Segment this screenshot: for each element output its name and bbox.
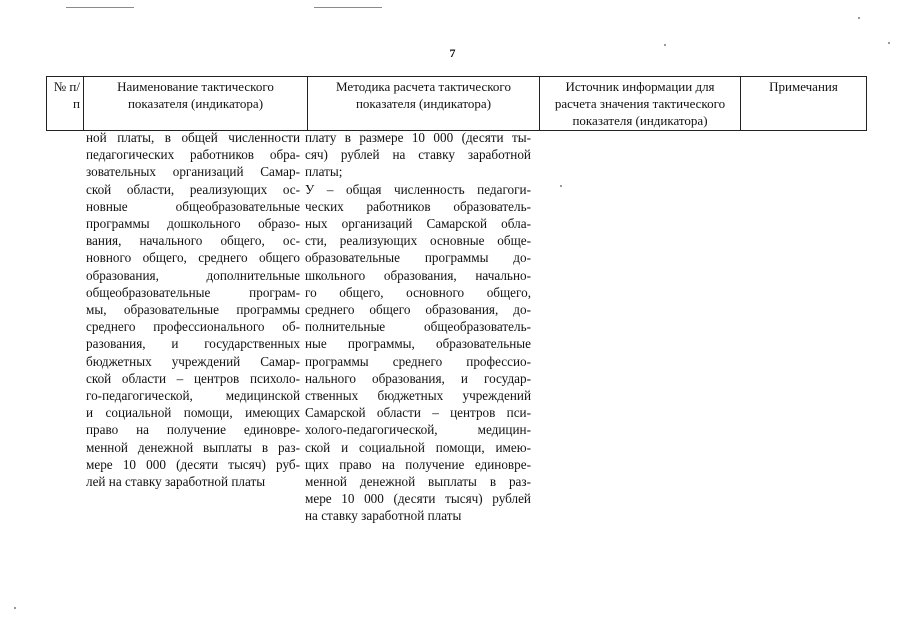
indicator-name-line: общеобразовательные програм- — [86, 284, 300, 300]
calculation-method-text — [305, 129, 531, 525]
table-header-row — [47, 77, 867, 131]
indicator-name-line: ской области – центров психоло- — [86, 370, 300, 386]
calculation-method-line: го общего, основного общего, — [305, 284, 531, 300]
indicator-name-line: мы, образовательные программы — [86, 302, 300, 318]
calculation-method-line: ных организаций Самарской обла- — [305, 216, 531, 232]
calculation-method-line: программы среднего профессио- — [305, 353, 531, 369]
calculation-method-line: мере 10 000 (десяти тысяч) рублей — [305, 491, 531, 507]
indicator-name-line: ной платы, в общей численности — [86, 130, 300, 145]
scan-speck — [14, 607, 16, 609]
scan-speck — [888, 42, 890, 44]
calculation-method-line: сяч) рублей на ставку заработной — [305, 147, 531, 163]
indicator-name-line: лей на ставку заработной платы — [86, 474, 266, 490]
indicator-name-line: право на получение единовре- — [86, 422, 300, 438]
calculation-method-line: школьного образования, начально- — [305, 267, 531, 283]
indicator-name-line: вания, начального общего, ос- — [86, 233, 300, 249]
indicator-name-line: мере 10 000 (десяти тысяч) руб- — [86, 456, 300, 472]
indicator-name-line: программы дошкольного образо- — [86, 216, 300, 232]
indicator-name-line: менной денежной выплаты в раз- — [86, 439, 300, 455]
indicator-name-text — [86, 129, 300, 490]
calculation-method-line: платы; — [305, 164, 343, 180]
scan-speck — [858, 17, 860, 19]
column-header-notes: Примечания — [741, 77, 867, 131]
calculation-method-line: холого-педагогической, медицин- — [305, 422, 531, 438]
calculation-method-line: менной денежной выплаты в раз- — [305, 474, 531, 490]
calculation-method-line: полнительные общеобразователь- — [305, 319, 531, 335]
indicator-table-header — [46, 76, 867, 131]
calculation-method-line: ской и социальной помощи, имею- — [305, 439, 531, 455]
calculation-method-line: ные программы, образовательные — [305, 336, 531, 352]
indicator-name-line: новного общего, среднего общего — [86, 250, 300, 266]
top-rule-left — [66, 7, 134, 8]
top-rule-center — [314, 7, 382, 8]
calculation-method-line: среднего общего образования, до- — [305, 302, 531, 318]
scan-speck — [664, 44, 666, 46]
calculation-method-line: плату в размере 10 000 (десяти ты- — [305, 130, 531, 145]
indicator-name-line: и социальной помощи, имеющих — [86, 405, 300, 421]
indicator-name-line: новные общеобразовательные — [86, 198, 300, 214]
calculation-method-line: Самарской области – центров пси- — [305, 405, 531, 421]
calculation-method-line: ческих работников образователь- — [305, 198, 531, 214]
calculation-method-line: нального образования, и государ- — [305, 370, 531, 386]
calculation-method-line: У – общая численность педагоги- — [305, 181, 531, 197]
indicator-name-line: го-педагогической, медицинской — [86, 388, 300, 404]
indicator-name-line: среднего профессионального об- — [86, 319, 300, 335]
indicator-name-line: образования, дополнительные — [86, 267, 300, 283]
calculation-method-line: образовательные программы до- — [305, 250, 531, 266]
column-header-method: Методика расчета тактического показателя (индикатора) — [308, 77, 540, 131]
scan-speck — [560, 185, 562, 187]
page-number: 7 — [449, 46, 456, 60]
column-header-name: Наименование тактического показателя (индикатора) — [84, 77, 308, 131]
calculation-method-line: на ставку заработной платы — [305, 508, 462, 524]
indicator-name-line: педагогических работников обра- — [86, 147, 300, 163]
calculation-method-line: сти, реализующих основные обще- — [305, 233, 531, 249]
indicator-name-line: зовательных организаций Самар- — [86, 164, 300, 180]
calculation-method-line: щих право на получение единовре- — [305, 456, 531, 472]
column-header-source: Источник информации для расчета значения тактического показателя (индикатора) — [540, 77, 741, 131]
indicator-name-line: разования, и государственных — [86, 336, 300, 352]
column-header-number: № п/п — [47, 77, 84, 131]
indicator-name-line: ской области, реализующих ос- — [86, 181, 300, 197]
calculation-method-line: ственных бюджетных учреждений — [305, 388, 531, 404]
indicator-name-line: бюджетных учреждений Самар- — [86, 353, 300, 369]
